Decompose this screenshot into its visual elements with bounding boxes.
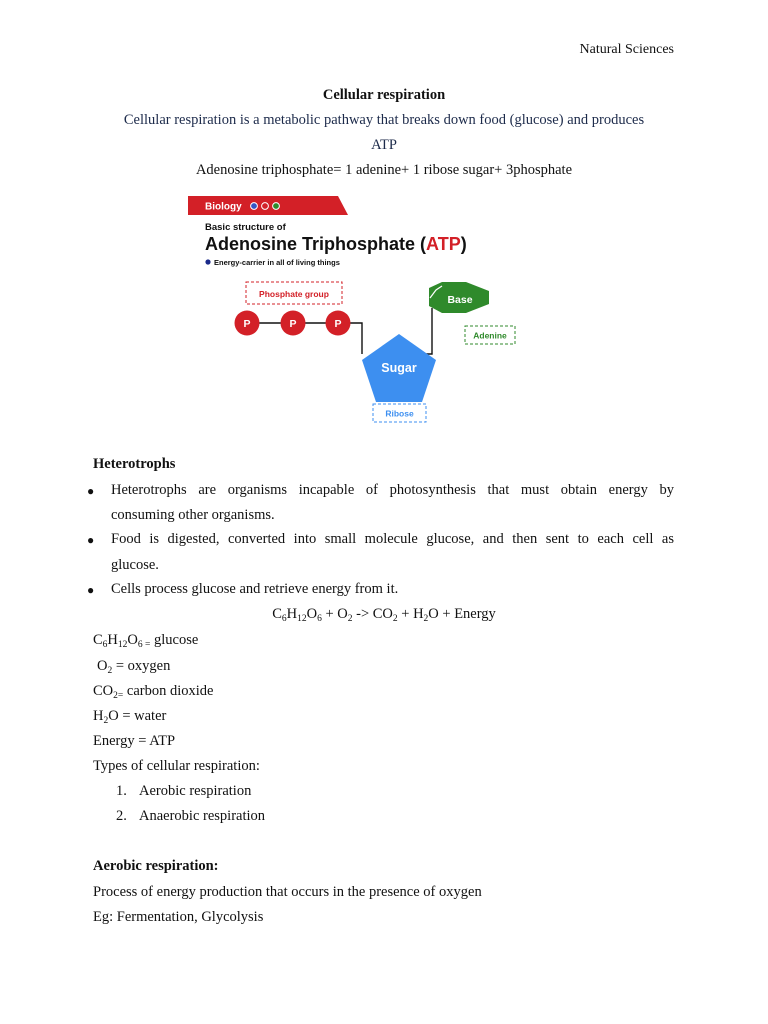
- type-2-number: 2.: [116, 808, 127, 824]
- bullet-1-dot: ●: [87, 484, 95, 498]
- bullet-1-line-2: consuming other organisms.: [111, 507, 275, 523]
- diagram-title: Adenosine Triphosphate (ATP): [205, 234, 467, 254]
- aerobic-heading: Aerobic respiration:: [93, 858, 219, 874]
- sugar-label: Sugar: [381, 361, 417, 375]
- def-oxygen: $O_2$ = oxygen: [97, 658, 171, 676]
- bullet-2-line-1: Food is digested, converted into small molecule glucose, and then sent to each cell as: [111, 531, 674, 547]
- ribose-label: Ribose: [385, 408, 414, 419]
- atp-diagram: [188, 194, 528, 428]
- sugar-base-bond: [418, 308, 432, 354]
- bullet-2-dot: ●: [87, 533, 95, 547]
- types-heading: Types of cellular respiration:: [93, 758, 260, 774]
- aerobic-example: Eg: Fermentation, Glycolysis: [93, 909, 264, 925]
- bullet-1-line-1: Heterotrophs are organisms incapable of photosynthesis that must obtain energy by: [111, 482, 674, 498]
- intro-line-2: ATP: [371, 137, 397, 153]
- atp-formula: Adenosine triphosphate= 1 adenine+ 1 ribose sugar+ 3phosphate: [195, 162, 573, 178]
- page-header: Natural Sciences: [579, 42, 674, 57]
- base-label: Base: [447, 294, 473, 306]
- banner-dot-red: [262, 203, 269, 210]
- def-water: $H_2O$ = water: [93, 708, 167, 726]
- phosphate-3-symbol: P: [334, 318, 342, 330]
- adenine-label: Adenine: [473, 330, 507, 341]
- page-title: Cellular respiration: [322, 87, 446, 103]
- heterotrophs-heading: Heterotrophs: [93, 456, 176, 472]
- phosphate-group-label: Phosphate group: [259, 289, 329, 299]
- bullet-2-line-2: glucose.: [111, 557, 159, 573]
- respiration-equation: $C_6H_{12}O_6 + O_2 -> CO_2 + H_2O$ + Energy: [272, 606, 496, 624]
- diagram-subtitle: Basic structure of: [205, 222, 286, 233]
- type-1-number: 1.: [116, 783, 127, 799]
- def-glucose: $C_6H_{12}O_{6 =}$ glucose: [93, 632, 199, 650]
- phosphate-1-symbol: P: [243, 318, 251, 330]
- def-carbon-dioxide: $CO_{2=}$ carbon dioxide: [93, 683, 214, 701]
- diagram-tagline: Energy-carrier in all of living things: [214, 258, 340, 267]
- bullet-3-text: Cells process glucose and retrieve energy from it.: [111, 581, 399, 597]
- banner-dot-blue: [251, 203, 258, 210]
- intro-line-1: Cellular respiration is a metabolic pathway that breaks down food (glucose) and produces: [123, 112, 645, 128]
- aerobic-description: Process of energy production that occurs in the presence of oxygen: [93, 884, 482, 900]
- phosphate-2-symbol: P: [289, 318, 297, 330]
- def-energy: Energy = ATP: [93, 733, 176, 749]
- banner-dot-green: [273, 203, 280, 210]
- tagline-bullet: [205, 259, 210, 264]
- bullet-3-dot: ●: [87, 583, 95, 597]
- banner-label: Biology: [205, 201, 242, 213]
- type-2-label: Anaerobic respiration: [139, 808, 266, 824]
- type-1-label: Aerobic respiration: [139, 783, 252, 799]
